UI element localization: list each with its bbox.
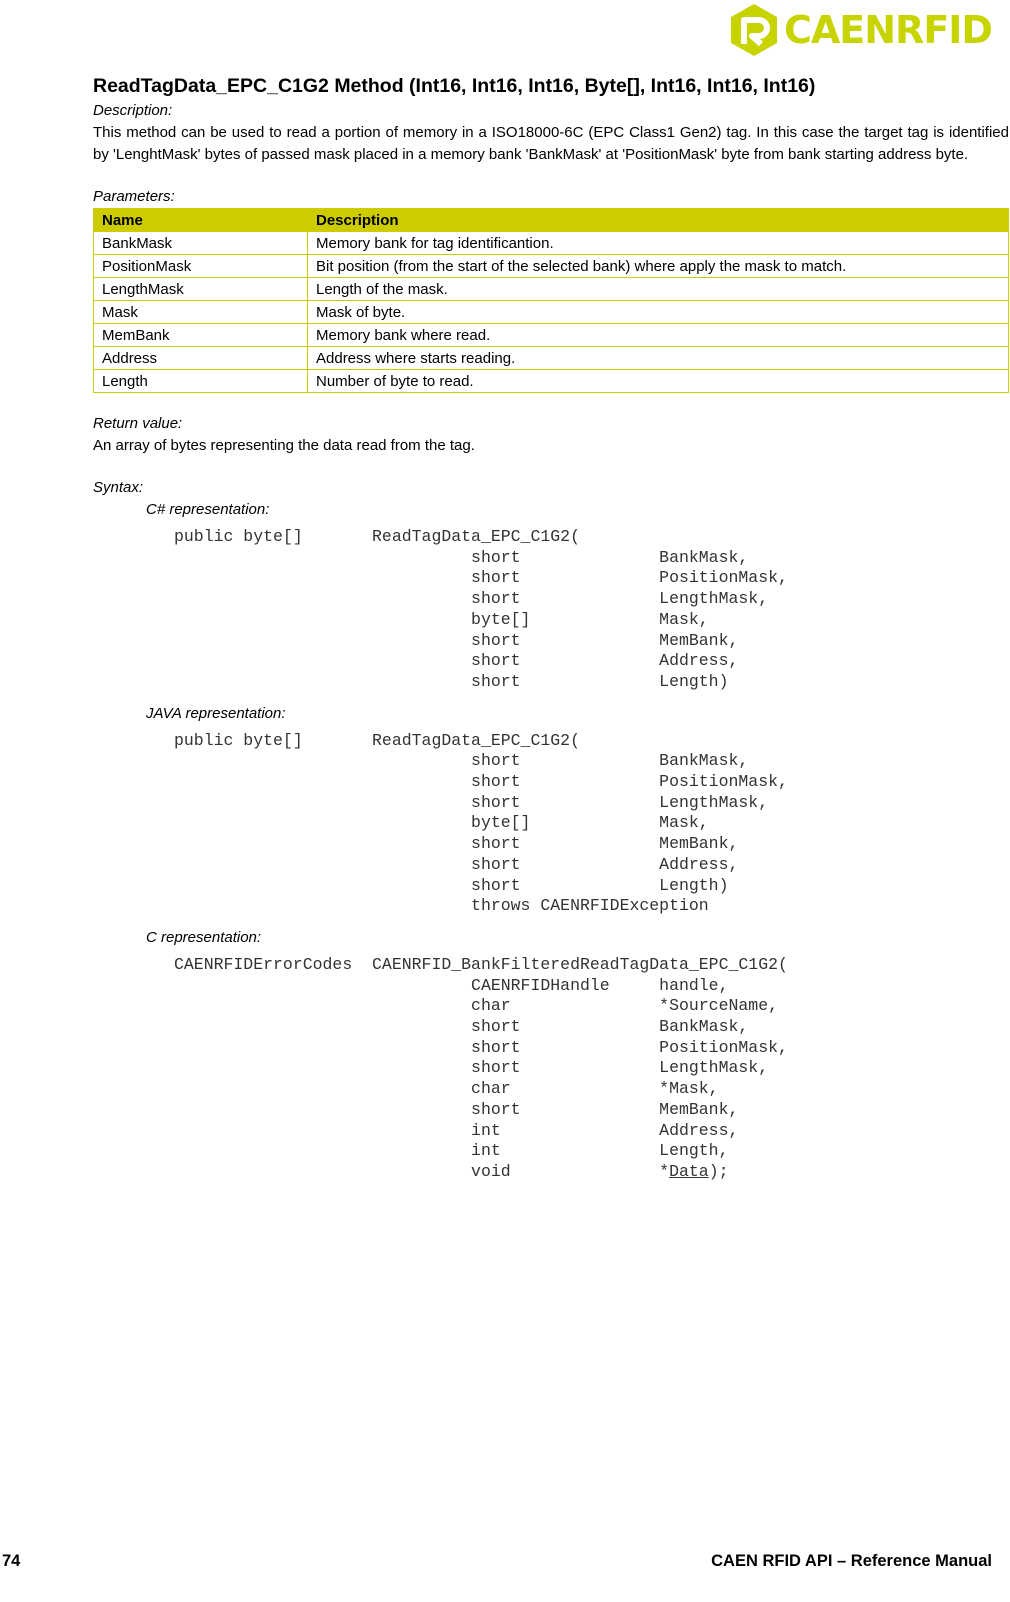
param-description: Mask of byte. [308, 301, 1009, 324]
c-code-text: CAENRFIDErrorCodes CAENRFID_BankFilteredReadTagData_EPC_C1G2( CAENRFIDHandle handle, char *SourceName, short BankMask, short PositionMask, short LengthMask, char *Mask, short MemBank, int Address, int Length, void [174, 954, 788, 1181]
table-row [94, 347, 1009, 370]
parameters-table [93, 208, 1009, 393]
java-code-block: public byte[] ReadTagData_EPC_C1G2( short BankMask, short PositionMask, short LengthMask, byte[] Mask, short MemBank, short Address, short Length) throws CAENRFIDException [174, 730, 788, 916]
description-label: Description: [93, 102, 173, 119]
caenrfid-logo-badge-icon [728, 2, 780, 58]
header-name: Name [94, 209, 308, 232]
param-name: LengthMask [94, 278, 308, 301]
data-link[interactable]: Data [669, 1161, 709, 1181]
table-row [94, 301, 1009, 324]
c-code-block [93, 955, 1009, 1183]
caenrfid-logo [728, 2, 1004, 58]
table-row [94, 232, 1009, 255]
param-description: Address where starts reading. [308, 347, 1009, 370]
param-name: BankMask [94, 232, 308, 255]
csharp-label: C# representation: [146, 501, 270, 518]
java-label: JAVA representation: [146, 704, 286, 722]
method-title: ReadTagData_EPC_C1G2 Method (Int16, Int16, Int16, Byte[], Int16, Int16, Int16) [93, 75, 816, 97]
page-number: 74 [2, 1552, 21, 1570]
c-code-close: ); [708, 1161, 729, 1181]
param-description: Length of the mask. [308, 278, 1009, 301]
param-name: Length [94, 370, 308, 393]
param-description: Bit position (from the start of the selected bank) where apply the mask to match. [308, 255, 1009, 278]
document-body [93, 72, 1009, 1193]
manual-title: CAEN RFID API – Reference Manual [711, 1552, 992, 1570]
table-header-row [94, 209, 1009, 232]
csharp-code-block: public byte[] ReadTagData_EPC_C1G2( short BankMask, short PositionMask, short LengthMask, byte[] Mask, short MemBank, short Address, short Length) [174, 527, 788, 691]
param-name: Mask [94, 301, 308, 324]
param-name: Address [94, 347, 308, 370]
table-row [94, 370, 1009, 393]
header-description: Description [308, 209, 1009, 232]
param-description: Memory bank where read. [308, 324, 1009, 347]
param-name: PositionMask [94, 255, 308, 278]
param-description: Memory bank for tag identificantion. [308, 232, 1009, 255]
description-text: This method can be used to read a portion of memory in a ISO18000-6C (EPC Class1 Gen2) tag. In this case the target tag is identified by 'LenghtMask' bytes of passed mask placed in a memory bank 'BankMask' at 'PositionMask' byte from bank starting address byte. [93, 124, 1009, 163]
return-text: An array of bytes representing the data read from the tag. [93, 437, 475, 454]
c-label: C representation: [146, 928, 262, 946]
brand-wordmark: CAENRFID [784, 8, 992, 52]
return-label: Return value: [93, 415, 183, 432]
table-row [94, 324, 1009, 347]
c-last-arg-prefix: * [659, 1161, 670, 1181]
parameters-label: Parameters: [93, 188, 175, 205]
param-description: Number of byte to read. [308, 370, 1009, 393]
table-row [94, 278, 1009, 301]
table-row [94, 255, 1009, 278]
syntax-label: Syntax: [93, 479, 144, 496]
param-name: MemBank [94, 324, 308, 347]
